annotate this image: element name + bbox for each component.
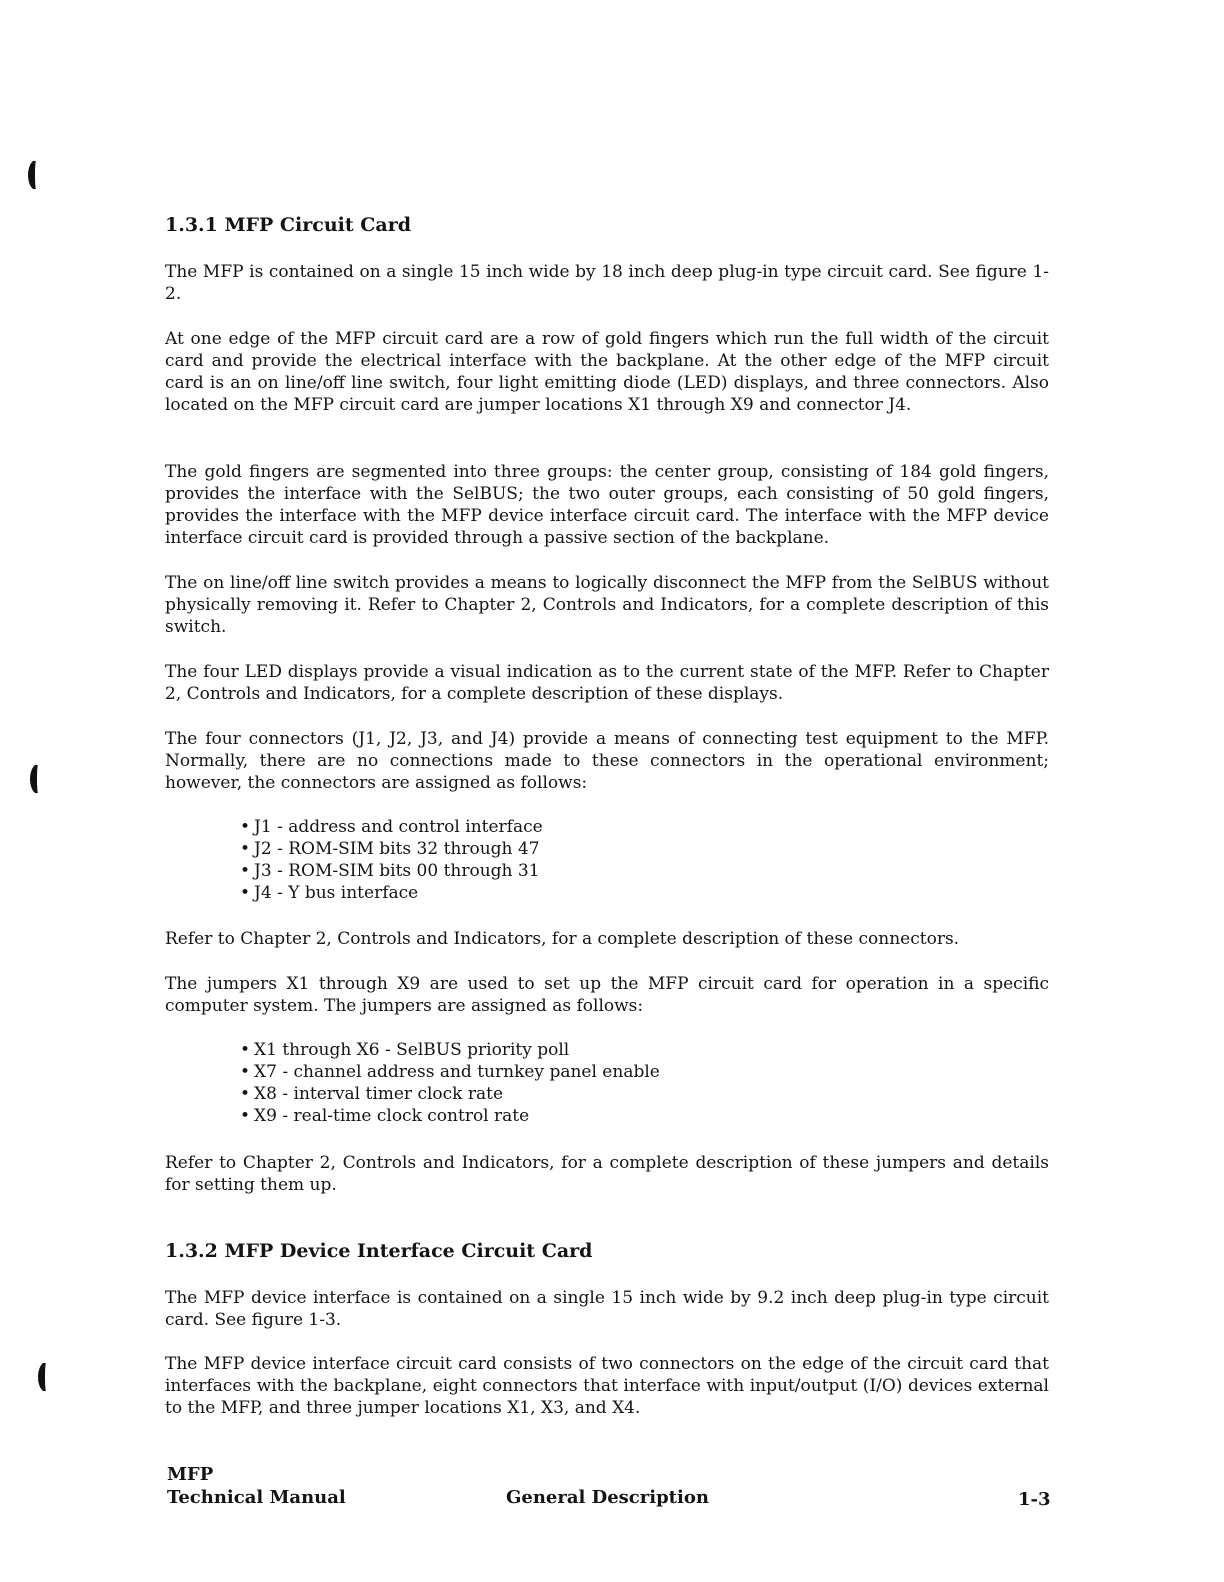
- list-item: • X8 - interval timer clock rate: [240, 1083, 660, 1105]
- paragraph: The MFP device interface is contained on a single 15 inch wide by 9.2 inch deep plug-in type circuit card. See figure 1-3.: [165, 1288, 1049, 1330]
- paragraph: The four LED displays provide a visual indication as to the current state of the MFP. Refer to Chapter 2, Controls and Indicators, for a complete description of these displays.: [165, 662, 1049, 704]
- paragraph: At one edge of the MFP circuit card are a row of gold fingers which run the full width of the circuit card and provide the electrical interface with the backplane. At the other edge of the MFP circuit card is an on line/off line switch, four light emitting diode (LED) displays, and three connectors. Also located on the MFP circuit card are jumper locations X1 through X9 and connector J4.: [165, 329, 1049, 415]
- paragraph: The MFP device interface circuit card consists of two connectors on the edge of the circuit card that interfaces with the backplane, eight connectors that interface with input/output (I/O) devices external to the MFP, and three jumper locations X1, X3, and X4.: [165, 1354, 1049, 1418]
- paragraph: The jumpers X1 through X9 are used to set up the MFP circuit card for operation in a specific computer system. The jumpers are assigned as follows:: [165, 974, 1049, 1016]
- paragraph: Refer to Chapter 2, Controls and Indicators, for a complete description of these jumpers and details for setting them up.: [165, 1153, 1049, 1195]
- paragraph: The gold fingers are segmented into three groups: the center group, consisting of 184 gold fingers, provides the interface with the SelBUS; the two outer groups, each consisting of 50 gold fingers, provides the interface with the MFP device interface circuit card. The interface with the MFP device interface circuit card is provided through a passive section of the backplane.: [165, 462, 1049, 548]
- list-item: • J2 - ROM-SIM bits 32 through 47: [240, 838, 543, 860]
- list-item: • J3 - ROM-SIM bits 00 through 31: [240, 860, 543, 882]
- footer-chapter-title: General Description: [506, 1487, 709, 1508]
- list-item: • X1 through X6 - SelBUS priority poll: [240, 1039, 660, 1061]
- footer-manual-name: MFP: [167, 1464, 214, 1485]
- binder-hole-mark: [38, 1362, 54, 1392]
- footer-page-number: 1-3: [1018, 1489, 1051, 1510]
- section-heading-1-3-1: 1.3.1 MFP Circuit Card: [165, 214, 411, 236]
- list-item: • J1 - address and control interface: [240, 816, 543, 838]
- list-item: • J4 - Y bus interface: [240, 882, 543, 904]
- list-item: • X7 - channel address and turnkey panel enable: [240, 1061, 660, 1083]
- footer-manual-subtitle: Technical Manual: [167, 1487, 346, 1508]
- paragraph: Refer to Chapter 2, Controls and Indicators, for a complete description of these connectors.: [165, 929, 960, 949]
- section-heading-1-3-2: 1.3.2 MFP Device Interface Circuit Card: [165, 1240, 593, 1262]
- binder-hole-mark: [30, 764, 46, 794]
- list-item: • X9 - real-time clock control rate: [240, 1105, 660, 1127]
- jumper-list: [240, 1039, 660, 1127]
- binder-hole-mark: [28, 160, 44, 190]
- paragraph: The MFP is contained on a single 15 inch wide by 18 inch deep plug-in type circuit card. See figure 1-2.: [165, 262, 1049, 304]
- paragraph: The four connectors (J1, J2, J3, and J4) provide a means of connecting test equipment to the MFP. Normally, there are no connections made to these connectors in the operational environment; however, the connectors are assigned as follows:: [165, 729, 1049, 793]
- connector-list: [240, 816, 543, 904]
- paragraph: The on line/off line switch provides a means to logically disconnect the MFP from the SelBUS without physically removing it. Refer to Chapter 2, Controls and Indicators, for a complete description of this switch.: [165, 573, 1049, 637]
